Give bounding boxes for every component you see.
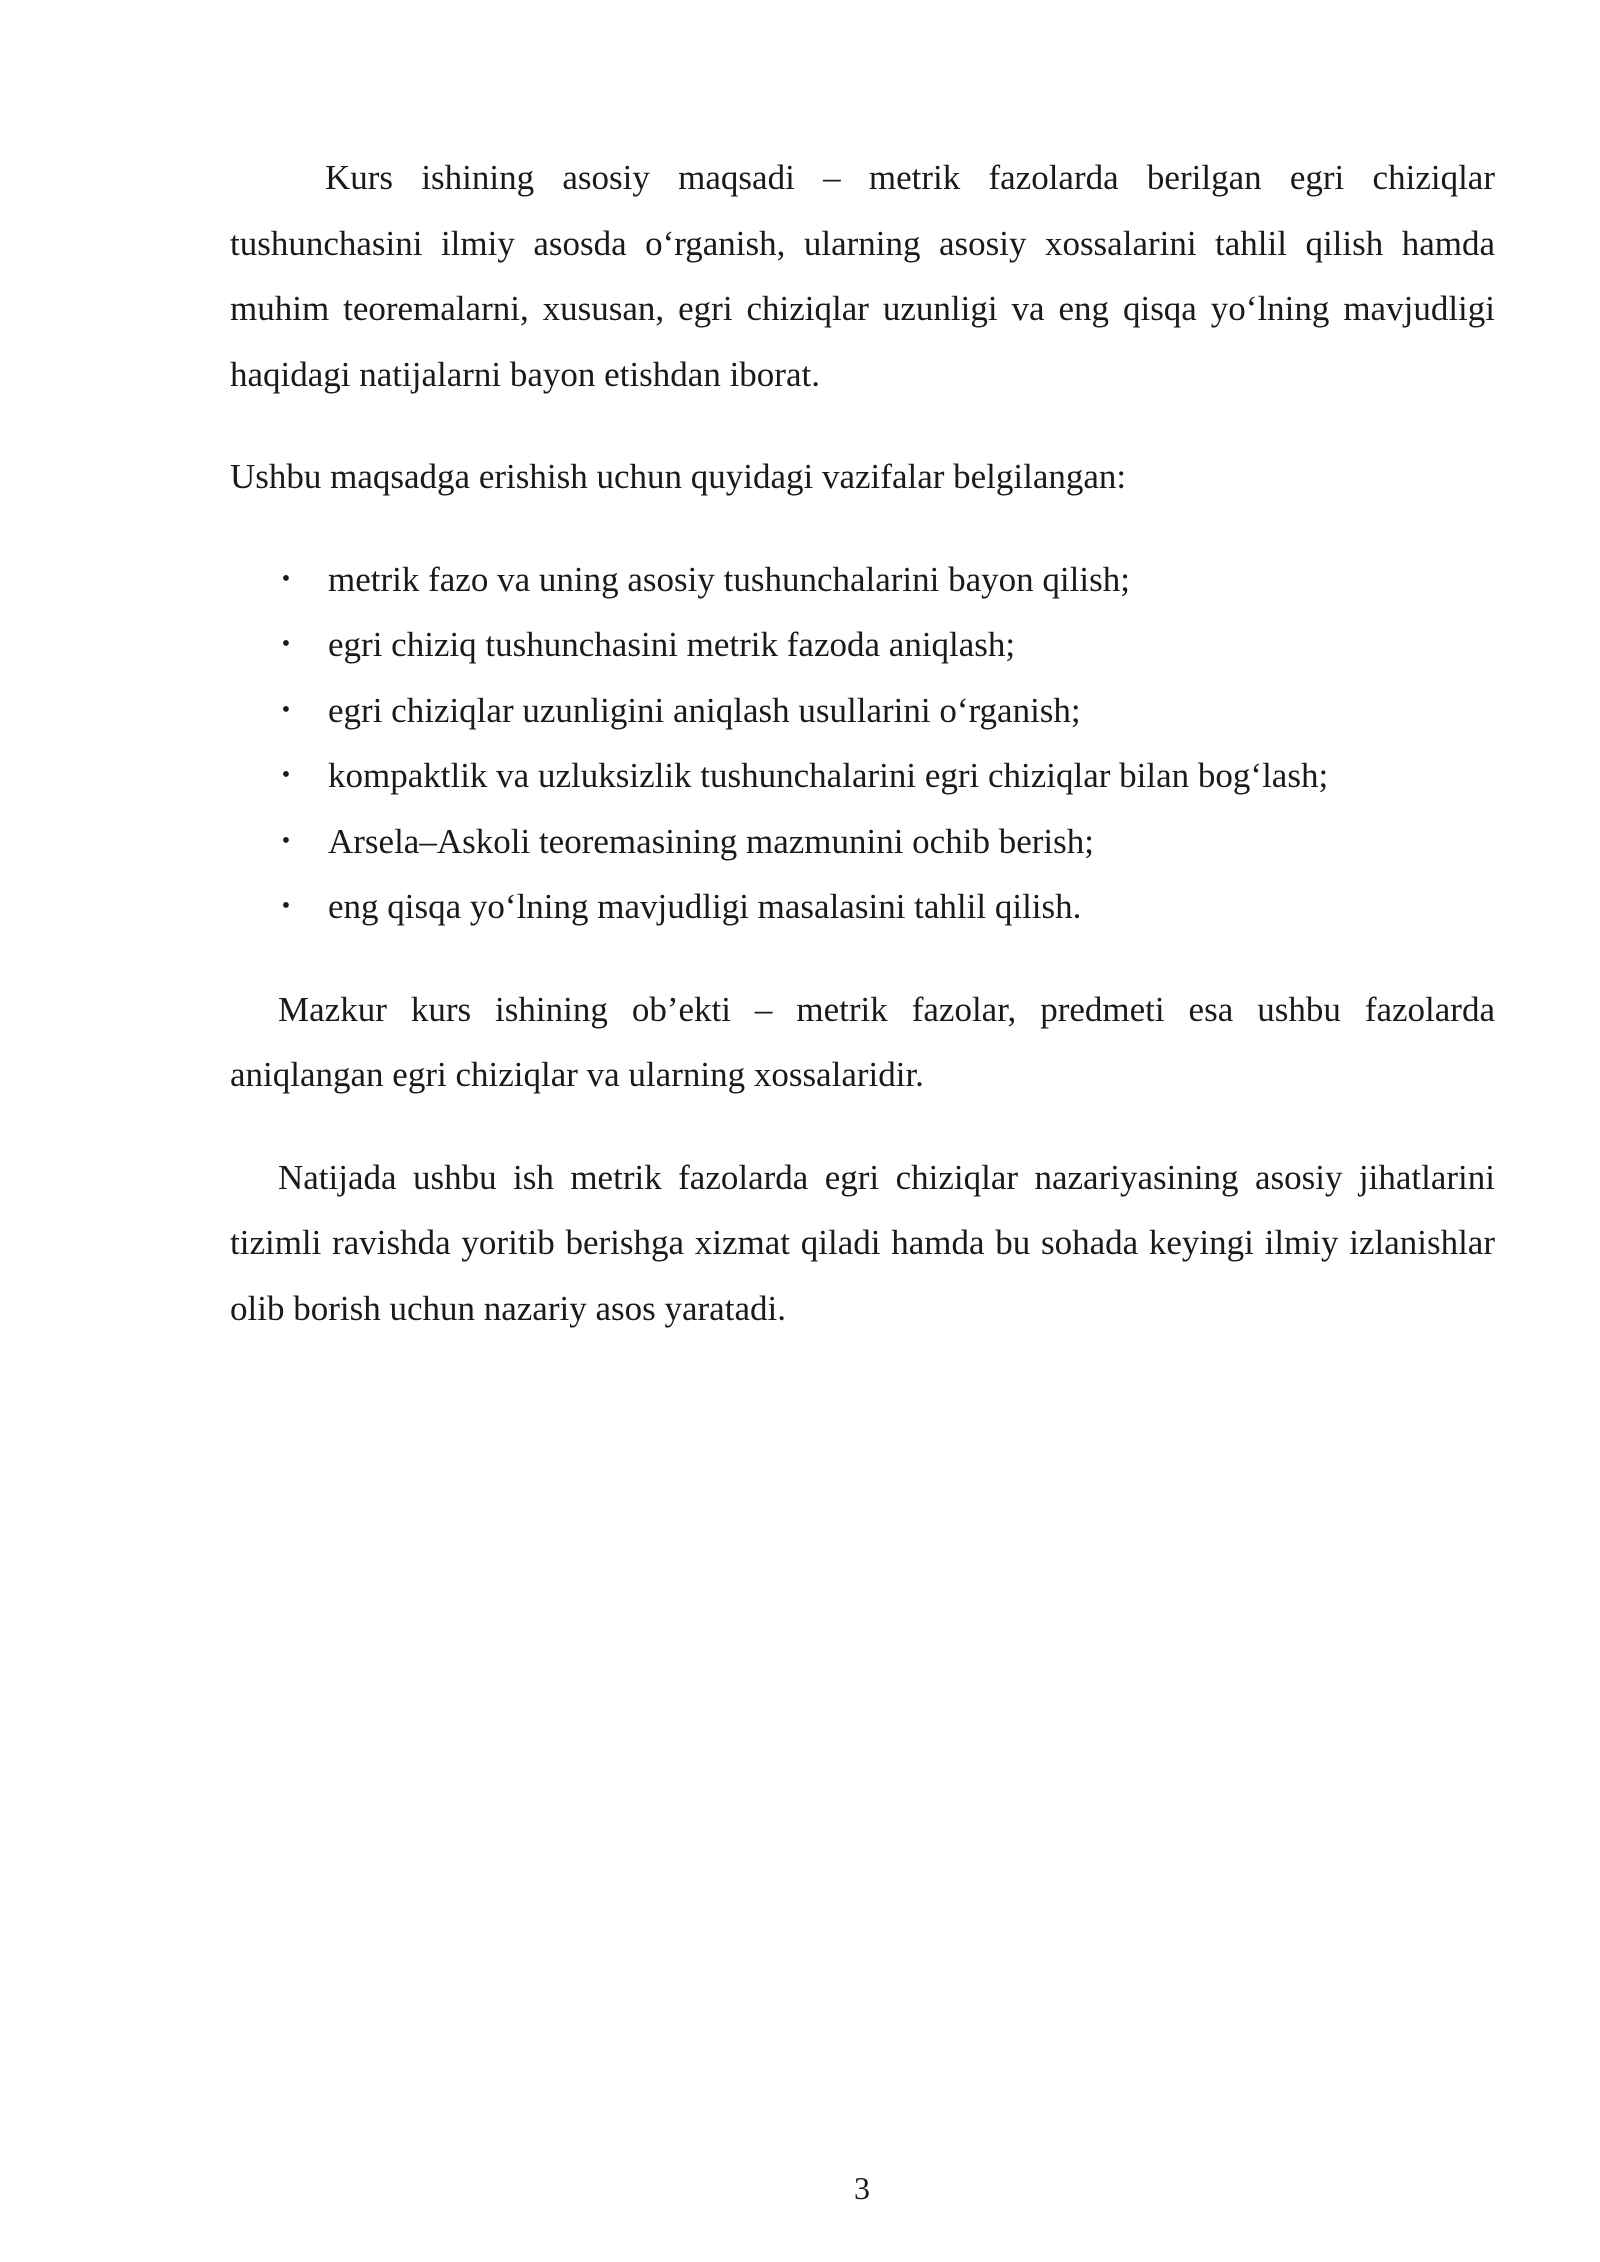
bullet-icon: • — [281, 762, 291, 788]
page-number: 3 — [854, 2170, 870, 2206]
paragraph-result: Natijada ushbu ish metrik fazolarda egri chiziqlar nazariyasining asosiy jihatlarini tizimli ravishda yoritib berishga xizmat qiladi hamda bu sohada keyingi ilmiy izlanishlar olib borish uchun nazariy asos yaratadi. — [230, 1157, 1495, 1328]
task-text: Arsela–Askoli teoremasining mazmunini ochib berish; — [328, 821, 1094, 861]
list-item — [230, 612, 1495, 678]
task-text: metrik fazo va uning asosiy tushunchalarini bayon qilish; — [328, 559, 1130, 599]
list-item — [230, 547, 1495, 613]
bullet-icon: • — [281, 893, 291, 919]
list-item — [230, 809, 1495, 875]
paragraph-spacer — [230, 510, 1495, 547]
task-list — [230, 547, 1495, 940]
list-item — [230, 874, 1495, 940]
bullet-icon: • — [281, 565, 291, 592]
bullet-icon: • — [281, 827, 291, 854]
list-item — [230, 743, 1495, 809]
task-text: egri chiziq tushunchasini metrik fazoda aniqlash; — [328, 625, 1016, 664]
paragraph-spacer — [230, 940, 1495, 977]
bullet-icon: • — [281, 696, 291, 723]
paragraph-spacer — [230, 1108, 1495, 1145]
paragraph-goal: Kurs ishining asosiy maqsadi – metrik fazolarda berilgan egri chiziqlar tushunchasini ilmiy asosda o‘rganish, ularning asosiy xossalarini tahlil qilish hamda muhim teoremalarni, xususan, egri chiziqlar uzunligi va eng qisqa yo‘lning mavjudligi haqidagi natijalarni bayon etishdan iborat. — [230, 158, 1495, 394]
paragraph-tasks-intro: Ushbu maqsadga erishish uchun quyidagi vazifalar belgilangan: — [230, 457, 1127, 496]
bullet-icon: • — [281, 631, 291, 657]
task-text: egri chiziqlar uzunligini aniqlash usullarini o‘rganish; — [328, 690, 1081, 730]
paragraph-object: Mazkur kurs ishining ob’ekti – metrik fazolar, predmeti esa ushbu fazolarda aniqlangan egri chiziqlar va ularning xossalaridir. — [230, 989, 1495, 1094]
list-item — [230, 678, 1495, 744]
task-text: eng qisqa yo‘lning mavjudligi masalasini tahlil qilish. — [328, 887, 1082, 926]
paragraph-spacer — [230, 407, 1495, 444]
task-text: kompaktlik va uzluksizlik tushunchalarini egri chiziqlar bilan bog‘lash; — [328, 756, 1329, 795]
page-content — [230, 145, 1495, 1341]
